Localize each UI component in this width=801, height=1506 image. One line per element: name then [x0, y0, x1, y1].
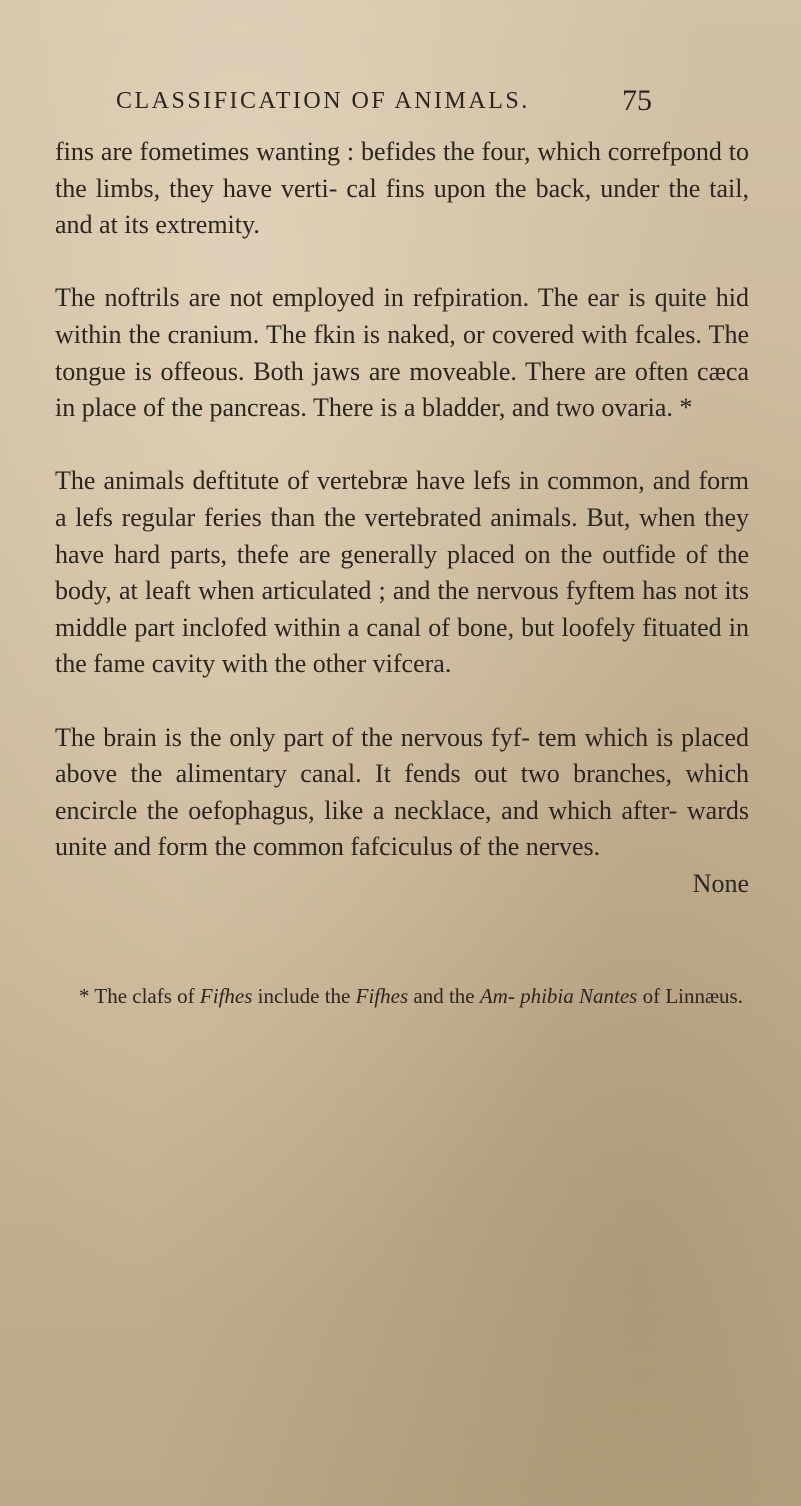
- footnote-mark: *: [79, 984, 90, 1008]
- paragraph-brain: The brain is the only part of the nervous fyf- tem which is placed above the alimentary canal. It fends out two branches, which encircle the oefophagus, like a necklace, and which after- wards unite and form the common fafciculus of the nerves.: [55, 722, 749, 862]
- running-head: [116, 82, 656, 122]
- footnote-italic-1: Fifhes: [199, 984, 253, 1008]
- footnote-part-3: and the: [408, 984, 480, 1008]
- footnote-italic-2: Fifhes: [355, 984, 409, 1008]
- footnote-part-4: of Linnæus.: [637, 984, 743, 1008]
- paragraph-nostrils: The noftrils are not employed in refpiration. The ear is quite hid within the cranium. The fkin is naked, or covered with fcales. The tongue is offeous. Both jaws are moveable. There are often cæca in place of the pancreas. There is a bladder, and two ovaria. *: [55, 283, 749, 423]
- footnote-italic-3: Am- phibia Nantes: [479, 984, 638, 1008]
- paragraph-fins: fins are fometimes wanting : befides the four, which correfpond to the limbs, they have verti- cal fins upon the back, under the tail, and at its extremity.: [55, 137, 749, 240]
- body-text: [55, 134, 749, 902]
- footnote-text: [55, 982, 749, 1011]
- footnote-part-2: include the: [252, 984, 356, 1008]
- paragraph-invertebrates: The animals deftitute of vertebræ have lefs in common, and form a lefs regular feries than the vertebrated animals. But, when they have hard parts, thefe are generally placed on the outfide of the body, at leaft when articulated ; and the nervous fyftem has not its middle part inclofed within a canal of bone, but loofely fituated in the fame cavity with the other vifcera.: [55, 466, 749, 679]
- running-title: CLASSIFICATION OF ANIMALS.: [116, 88, 530, 114]
- catchword: None: [692, 868, 749, 898]
- footnote-part-1: The clafs of: [89, 984, 200, 1008]
- page-number: 75: [622, 84, 652, 117]
- footnote: [55, 982, 749, 1011]
